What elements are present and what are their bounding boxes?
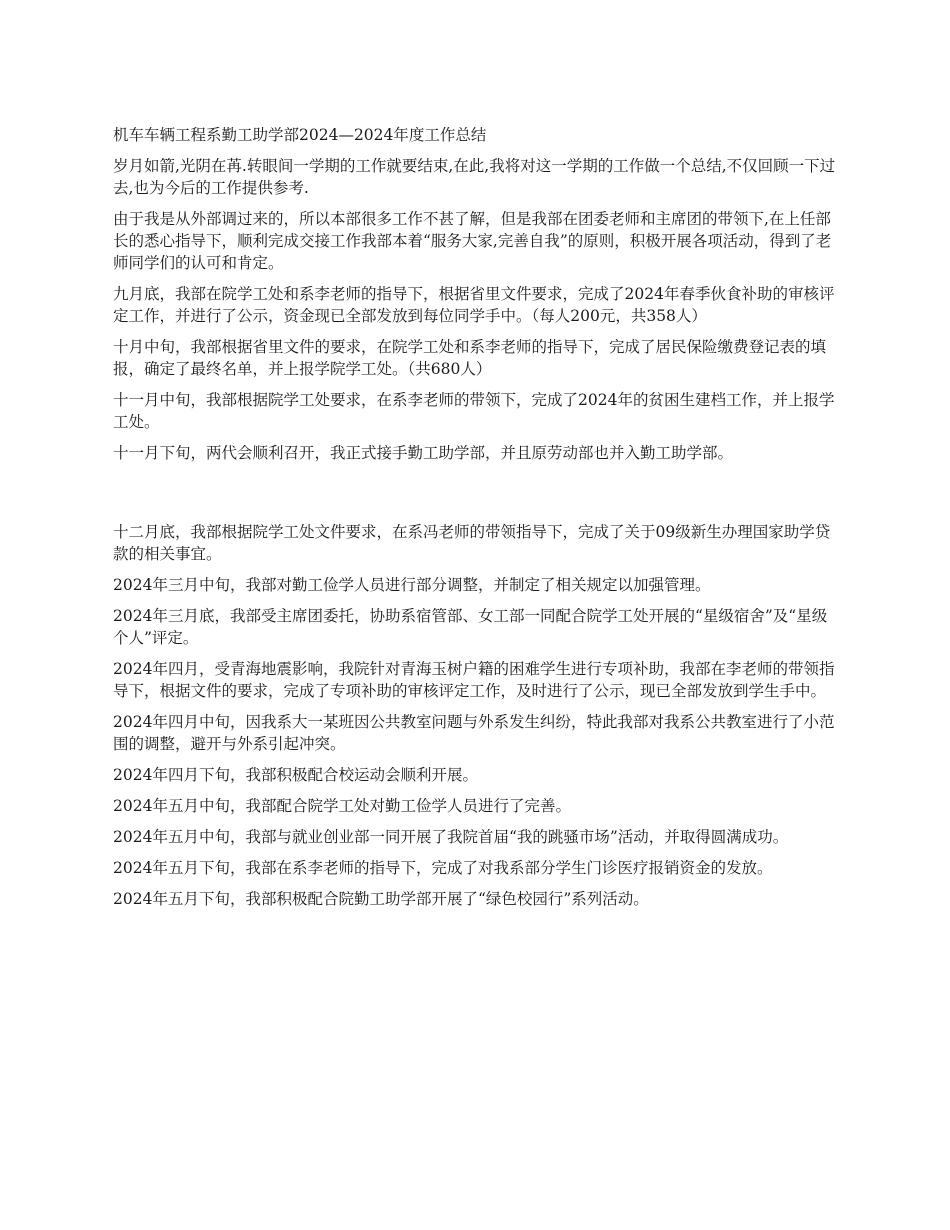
paragraph-may-late-1: 2024年五月下旬，我部在系李老师的指导下，完成了对我系部分学生门诊医疗报销资金的发放。 xyxy=(113,859,773,877)
paragraph-november-mid: 十一月中旬，我部根据院学工处要求，在系李老师的带领下，完成了2024年的贫困生建档工作，并上报学工处。 xyxy=(113,391,835,431)
paragraph-october: 十月中旬，我部根据省里文件的要求，在院学工处和系李老师的指导下，完成了居民保险缴费登记表的填报，确定了最终名单，并上报学院学工处。（共680人） xyxy=(113,338,827,378)
section-gap xyxy=(113,473,838,521)
document-page xyxy=(113,124,838,919)
paragraph-november-late: 十一月下旬，两代会顺利召开，我正式接手勤工助学部，并且原劳动部也并入勤工助学部。 xyxy=(113,444,734,462)
paragraph-intro: 岁月如箭,光阴在苒.转眼间一学期的工作就要结束,在此,我将对这一学期的工作做一个总结,不仅回顾一下过去,也为今后的工作提供参考. xyxy=(113,157,836,197)
paragraph-may-mid-2: 2024年五月中旬，我部与就业创业部一同开展了我院首届“我的跳骚市场”活动，并取得圆满成功。 xyxy=(113,828,789,846)
paragraph-may-late-2: 2024年五月下旬，我部积极配合院勤工助学部开展了“绿色校园行”系列活动。 xyxy=(113,890,649,908)
paragraph-april-mid: 2024年四月中旬，因我系大一某班因公共教室问题与外系发生纠纷，特此我部对我系公共教室进行了小范围的调整，避开与外系引起冲突。 xyxy=(113,713,835,753)
document-title: 机车车辆工程系勤工助学部2024—2024年度工作总结 xyxy=(113,126,487,144)
paragraph-december: 十二月底，我部根据院学工处文件要求，在系冯老师的带领指导下，完成了关于09级新生办理国家助学贷款的相关事宜。 xyxy=(113,523,831,563)
paragraph-may-mid-1: 2024年五月中旬，我部配合院学工处对勤工俭学人员进行了完善。 xyxy=(113,797,571,815)
paragraph-march-end: 2024年三月底，我部受主席团委托，协助系宿管部、女工部一同配合院学工处开展的“星级宿舍”及“星级个人”评定。 xyxy=(113,607,828,647)
paragraph-march-mid: 2024年三月中旬，我部对勤工俭学人员进行部分调整，并制定了相关规定以加强管理。 xyxy=(113,576,711,594)
paragraph-background: 由于我是从外部调过来的，所以本部很多工作不甚了解，但是我部在团委老师和主席团的带领下,在上任部长的悉心指导下，顺利完成交接工作我部本着“服务大家,完善自我”的原则，积极开展各项活动，得到了老师同学们的认可和肯定。 xyxy=(113,210,832,272)
paragraph-september: 九月底，我部在院学工处和系李老师的指导下，根据省里文件要求，完成了2024年春季伙食补助的审核评定工作，并进行了公示，资金现已全部发放到每位同学手中。（每人200元，共358人） xyxy=(113,285,835,325)
paragraph-april: 2024年四月，受青海地震影响，我院针对青海玉树户籍的困难学生进行专项补助，我部在李老师的带领指导下，根据文件的要求，完成了专项补助的审核评定工作，及时进行了公示，现已全部发放到学生手中。 xyxy=(113,660,835,700)
paragraph-april-late: 2024年四月下旬，我部积极配合校运动会顺利开展。 xyxy=(113,766,478,784)
